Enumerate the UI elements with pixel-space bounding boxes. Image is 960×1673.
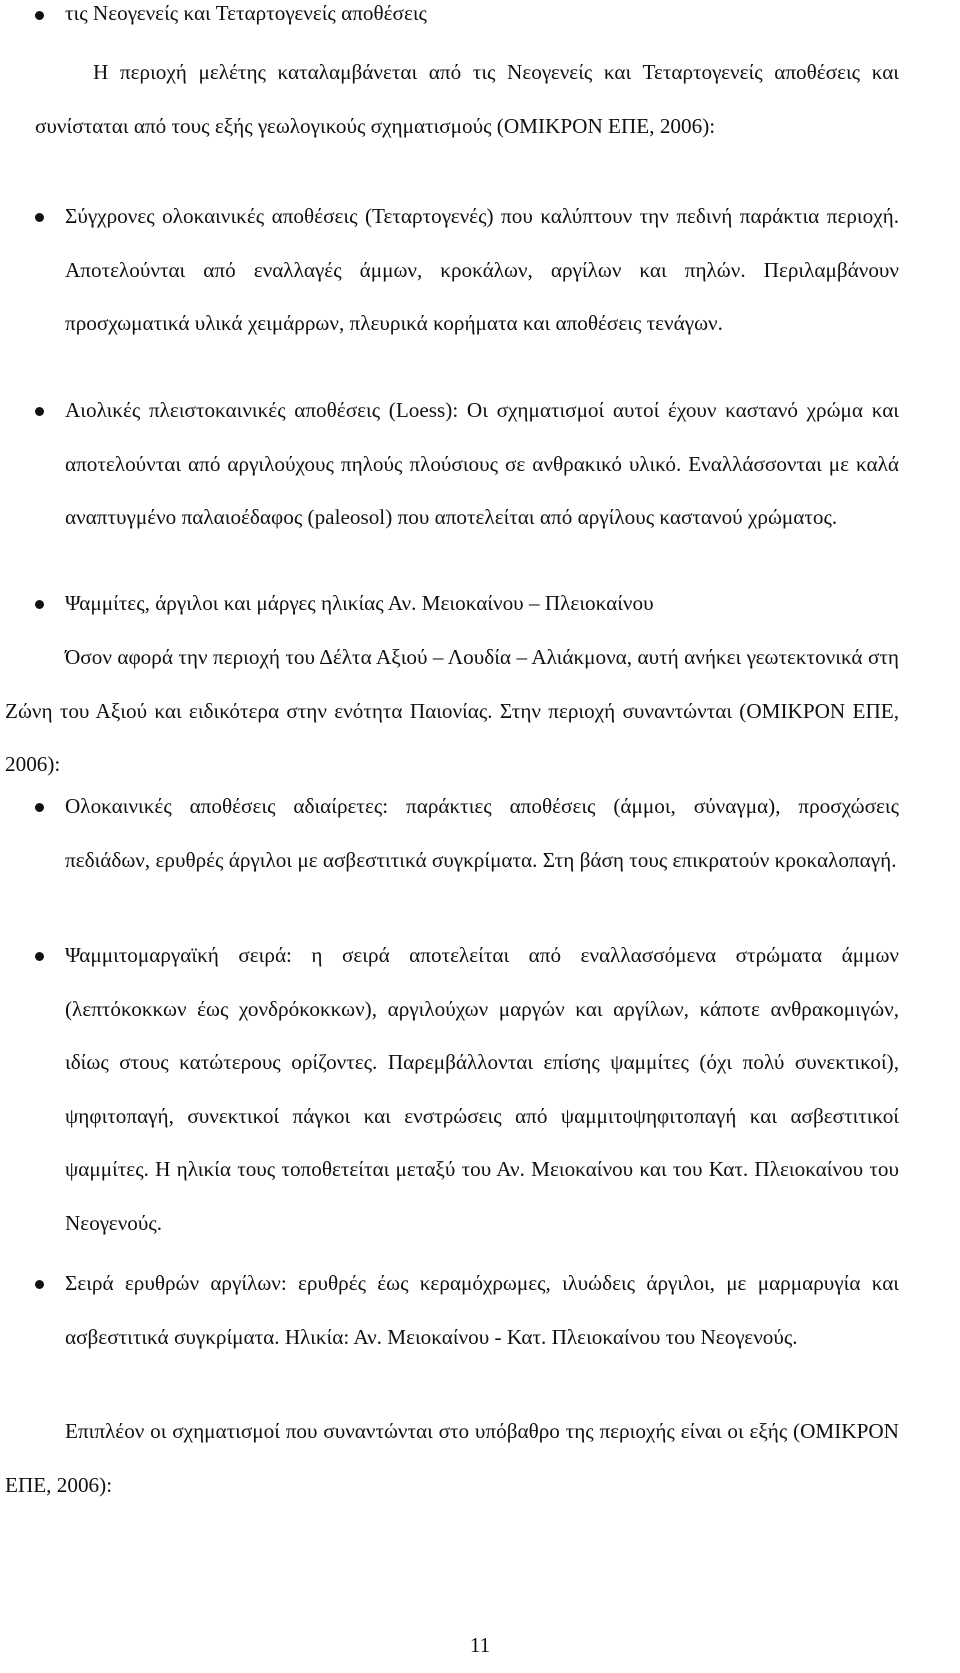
bullet-item: Ψαμμίτες, άργιλοι και μάργες ηλικίας Αν. Μειοκαίνου – Πλειοκαίνου	[65, 591, 654, 615]
bullet-item: Ολοκαινικές αποθέσεις αδιαίρετες: παράκτιες αποθέσεις (άμμοι, σύναγμα), προσχώσεις πεδιάδων, ερυθρές άργιλοι με ασβεστιτικά συγκρίματα. Στη βάση τους επικρατούν κροκαλοπαγή.	[65, 794, 899, 872]
bullet-item: Σειρά ερυθρών αργίλων: ερυθρές έως κεραμόχρωμες, ιλυώδεις άργιλοι, με μαρμαρυγία και ασβεστιτικά συγκρίματα. Ηλικία: Αν. Μειοκαίνου - Κατ. Πλειοκαίνου του Νεογενούς.	[65, 1271, 899, 1349]
bullet-icon	[35, 407, 44, 416]
bullet-item: Ψαμμιτομαργαϊκή σειρά: η σειρά αποτελείται από εναλλασσόμενα στρώματα άμμων (λεπτόκοκκων έως χονδρόκοκκων), αργιλούχων μαργών και αργίλων, κάποτε ανθρακομιγών, ιδίως στους κατώτερους ορίζοντες. Παρεμβάλλονται επίσης ψαμμίτες (όχι πολύ συνεκτικοί), ψηφιτοπαγή, συνεκτικοί πάγκοι και ενστρώσεις από ψαμμιτοψηφιτοπαγή και ασβεστιτικοί ψαμμίτες. Η ηλικία τους τοποθετείται μεταξύ του Αν. Μειοκαίνου και του Κατ. Πλειοκαίνου του Νεογενούς.	[65, 943, 899, 1235]
page-number: 11	[469, 1633, 491, 1657]
paragraph: Επιπλέον οι σχηματισμοί που συναντώνται στο υπόβαθρο της περιοχής είναι οι εξής (ΟΜΙΚΡΟΝ ΕΠΕ, 2006):	[5, 1419, 899, 1497]
bullet-icon	[35, 213, 44, 222]
bullet-item: Σύγχρονες ολοκαινικές αποθέσεις (Τεταρτογενές) που καλύπτουν την πεδινή παράκτια περιοχή. Αποτελούνται από εναλλαγές άμμων, κροκάλων, αργίλων και πηλών. Περιλαμβάνουν προσχωματικά υλικά χειμάρρων, πλευρικά κορήματα και αποθέσεις τενάγων.	[65, 204, 899, 335]
paragraph: Όσον αφορά την περιοχή του Δέλτα Αξιού – Λουδία – Αλιάκμονα, αυτή ανήκει γεωτεκτονικά στη Ζώνη του Αξιού και ειδικότερα στην ενότητα Παιονίας. Στην περιοχή συναντώνται (ΟΜΙΚΡΟΝ ΕΠΕ, 2006):	[5, 645, 899, 776]
bullet-item: Αιολικές πλειστοκαινικές αποθέσεις (Loess): Οι σχηματισμοί αυτοί έχουν καστανό χρώμα και αποτελούνται από αργιλούχους πηλούς πλούσιους σε ανθρακικό υλικό. Εναλλάσσονται με καλά αναπτυγμένο παλαιοέδαφος (paleosol) που αποτελείται από αργίλους καστανού χρώματος.	[65, 398, 899, 529]
bullet-icon	[35, 803, 44, 812]
bullet-icon	[35, 1280, 44, 1289]
bullet-icon	[35, 11, 44, 20]
paragraph: Η περιοχή μελέτης καταλαμβάνεται από τις Νεογενείς και Τεταρτογενείς αποθέσεις και συνίσταται από τους εξής γεωλογικούς σχηματισμούς (ΟΜΙΚΡΟΝ ΕΠΕ, 2006):	[35, 60, 899, 138]
bullet-icon	[35, 952, 44, 961]
bullet-icon	[35, 600, 44, 609]
bullet-item: τις Νεογενείς και Τεταρτογενείς αποθέσεις	[65, 1, 427, 25]
